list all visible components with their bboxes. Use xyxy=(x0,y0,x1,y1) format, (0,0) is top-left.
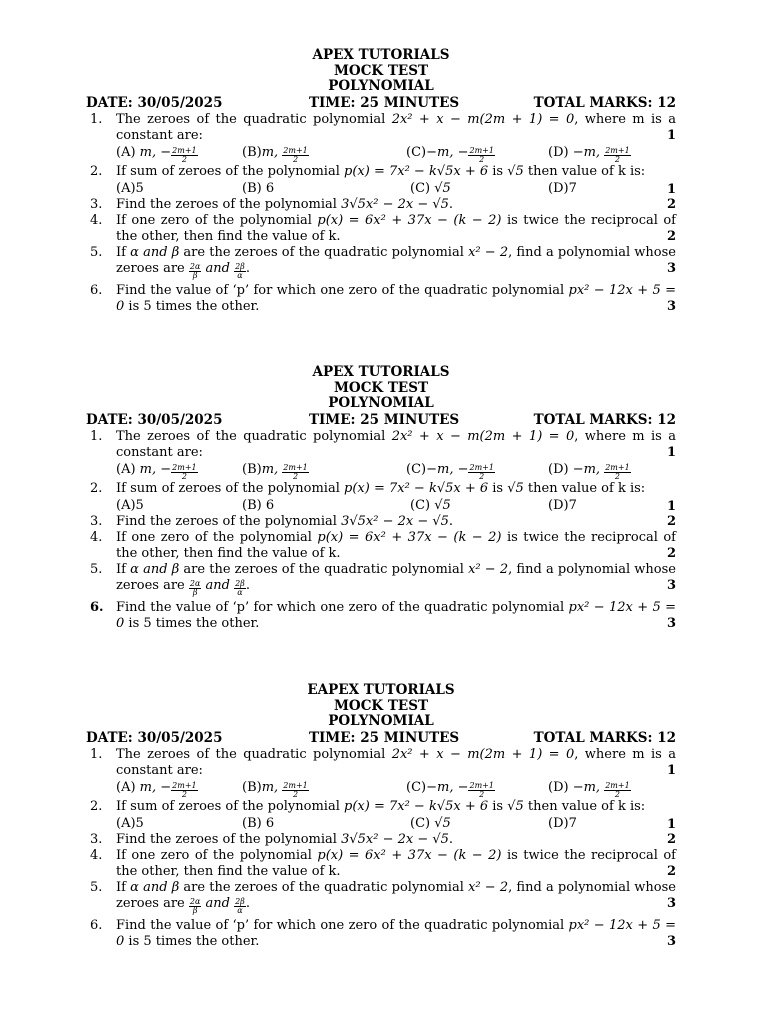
question-marks: 3 xyxy=(666,298,676,314)
test-sheet xyxy=(86,683,676,950)
subject-title: POLYNOMIAL xyxy=(328,78,434,94)
question-marks: 1 xyxy=(666,762,676,778)
question-marks: 2 xyxy=(666,196,676,212)
total-marks: TOTAL MARKS: 12 xyxy=(533,411,676,428)
total-marks: TOTAL MARKS: 12 xyxy=(533,94,676,111)
question-6: 6. Find the value of ‘p’ for which one zero of the quadratic polynomial px² − 12x + 5 = 0 is 5 times the other. 3 xyxy=(90,599,676,631)
test-type: MOCK TEST xyxy=(333,379,428,396)
test-date: DATE: 30/05/2025 xyxy=(86,94,223,111)
question-4: 4. If one zero of the polynomial p(x) = 6x² + 37x − (k − 2) is twice the reciprocal of the other, then find the value of k. 2 xyxy=(90,212,676,244)
option-d: (D) −m, $\frac{2m+1}{2}$ xyxy=(548,779,630,799)
subject-title: POLYNOMIAL xyxy=(328,395,434,411)
question-number: 2. xyxy=(90,480,103,496)
question-number: 6. xyxy=(90,282,103,298)
option-d: (D)7 xyxy=(548,815,577,831)
question-number: 5. xyxy=(90,879,103,895)
question-marks: 3 xyxy=(666,933,676,949)
question-marks: 1 xyxy=(666,498,676,514)
question-marks: 3 xyxy=(666,615,676,631)
question-5: 5. If α and β are the zeroes of the quadratic polynomial x² − 2, find a polynomial whose zeroes are $\frac{2\alpha}{\beta}$ and $\frac{2\beta}{\alpha}$ . 3 xyxy=(90,561,676,597)
institute-title: EAPEX TUTORIALS xyxy=(307,682,455,698)
question-5: 5. If α and β are the zeroes of the quadratic polynomial x² − 2, find a polynomial whose zeroes are $\frac{2\alpha}{\beta}$ and $\frac{2\beta}{\alpha}$ . 3 xyxy=(90,879,676,915)
question-number: 3. xyxy=(90,513,103,529)
test-meta xyxy=(86,730,676,746)
question-1-options xyxy=(116,144,676,164)
option-b: (B)m, $\frac{2m+1}{2}$ xyxy=(242,779,308,799)
test-type: MOCK TEST xyxy=(333,62,428,79)
institute-title: APEX TUTORIALS xyxy=(312,47,450,63)
question-marks: 1 xyxy=(666,181,676,197)
option-d: (D) −m, $\frac{2m+1}{2}$ xyxy=(548,461,630,481)
question-marks: 2 xyxy=(666,545,676,561)
question-number: 1. xyxy=(90,428,103,444)
question-4: 4. If one zero of the polynomial p(x) = 6x² + 37x − (k − 2) is twice the reciprocal of the other, then find the value of k. 2 xyxy=(90,847,676,879)
question-marks: 2 xyxy=(666,863,676,879)
question-6: 6. Find the value of ‘p’ for which one zero of the quadratic polynomial px² − 12x + 5 = 0 is 5 times the other. 3 xyxy=(90,282,676,314)
question-1: 1. The zeroes of the quadratic polynomial 2x² + x − m(2m + 1) = 0, where m is a constant are: 1 xyxy=(90,746,677,778)
question-1-options xyxy=(116,779,676,799)
option-c: (C) √5 xyxy=(410,815,451,831)
question-6: 6. Find the value of ‘p’ for which one zero of the quadratic polynomial px² − 12x + 5 = 0 is 5 times the other. 3 xyxy=(90,917,676,949)
question-number: 2. xyxy=(90,798,103,814)
question-number: 1. xyxy=(90,746,103,762)
question-1-options xyxy=(116,461,676,481)
option-b: (B) 6 xyxy=(242,815,275,831)
option-d: (D)7 xyxy=(548,180,577,196)
question-number: 4. xyxy=(90,847,103,863)
question-marks: 3 xyxy=(666,577,676,593)
test-sheet xyxy=(86,365,676,632)
total-marks: TOTAL MARKS: 12 xyxy=(533,729,676,746)
option-a: (A) m, − $\frac{2m+1}{2}$ xyxy=(116,144,197,164)
test-time: TIME: 25 MINUTES xyxy=(308,729,460,746)
test-meta xyxy=(86,412,676,428)
question-number: 4. xyxy=(90,212,103,228)
test-date: DATE: 30/05/2025 xyxy=(86,729,223,746)
test-meta xyxy=(86,95,676,111)
question-marks: 2 xyxy=(666,228,676,244)
option-d: (D)7 xyxy=(548,497,577,513)
option-c: (C)−m, − $\frac{2m+1}{2}$ xyxy=(406,461,494,481)
option-c: (C)−m, − $\frac{2m+1}{2}$ xyxy=(406,144,494,164)
question-2-options xyxy=(116,497,676,514)
test-date: DATE: 30/05/2025 xyxy=(86,411,223,428)
option-a: (A)5 xyxy=(116,180,144,196)
option-b: (B)m, $\frac{2m+1}{2}$ xyxy=(242,461,308,481)
question-marks: 1 xyxy=(666,816,676,832)
question-number: 6. xyxy=(90,917,103,933)
option-b: (B) 6 xyxy=(242,497,275,513)
option-a: (A)5 xyxy=(116,497,144,513)
question-2: 2. If sum of zeroes of the polynomial p(x) = 7x² − k√5x + 6 is √5 then value of k is: xyxy=(90,798,646,814)
test-sheet xyxy=(86,48,676,315)
option-a: (A) m, − $\frac{2m+1}{2}$ xyxy=(116,779,197,799)
option-c: (C)−m, − $\frac{2m+1}{2}$ xyxy=(406,779,494,799)
question-number: 4. xyxy=(90,529,103,545)
option-d: (D) −m, $\frac{2m+1}{2}$ xyxy=(548,144,630,164)
question-1: 1. The zeroes of the quadratic polynomial 2x² + x − m(2m + 1) = 0, where m is a constant are: 1 xyxy=(90,428,677,460)
institute-title: APEX TUTORIALS xyxy=(312,364,450,380)
test-type: MOCK TEST xyxy=(333,697,428,714)
question-number: 1. xyxy=(90,111,103,127)
question-number: 5. xyxy=(90,561,103,577)
option-a: (A)5 xyxy=(116,815,144,831)
question-2-options xyxy=(116,815,676,832)
question-marks: 2 xyxy=(666,513,676,529)
subject-title: POLYNOMIAL xyxy=(328,713,434,729)
question-number: 5. xyxy=(90,244,103,260)
test-time: TIME: 25 MINUTES xyxy=(308,411,460,428)
question-number: 3. xyxy=(90,831,103,847)
question-marks: 3 xyxy=(666,260,676,276)
option-a: (A) m, − $\frac{2m+1}{2}$ xyxy=(116,461,197,481)
question-2: 2. If sum of zeroes of the polynomial p(x) = 7x² − k√5x + 6 is √5 then value of k is: xyxy=(90,163,646,179)
question-number: 6. xyxy=(90,599,104,615)
question-number: 2. xyxy=(90,163,103,179)
question-marks: 1 xyxy=(666,127,676,143)
question-4: 4. If one zero of the polynomial p(x) = 6x² + 37x − (k − 2) is twice the reciprocal of the other, then find the value of k. 2 xyxy=(90,529,676,561)
question-marks: 2 xyxy=(666,831,676,847)
question-number: 3. xyxy=(90,196,103,212)
option-b: (B) 6 xyxy=(242,180,275,196)
option-b: (B)m, $\frac{2m+1}{2}$ xyxy=(242,144,308,164)
option-c: (C) √5 xyxy=(410,180,451,196)
question-3: 3. 2 Find the zeroes of the polynomial 3√5x² − 2x − √5. xyxy=(90,196,676,212)
test-time: TIME: 25 MINUTES xyxy=(308,94,460,111)
question-3: 3. 2 Find the zeroes of the polynomial 3√5x² − 2x − √5. xyxy=(90,831,676,847)
question-3: 3. 2 Find the zeroes of the polynomial 3√5x² − 2x − √5. xyxy=(90,513,676,529)
question-marks: 3 xyxy=(666,895,676,911)
question-1: 1. The zeroes of the quadratic polynomial 2x² + x − m(2m + 1) = 0, where m is a constant are: 1 xyxy=(90,111,677,143)
question-2: 2. If sum of zeroes of the polynomial p(x) = 7x² − k√5x + 6 is √5 then value of k is: xyxy=(90,480,646,496)
question-marks: 1 xyxy=(666,444,676,460)
question-5: 5. If α and β are the zeroes of the quadratic polynomial x² − 2, find a polynomial whose zeroes are $\frac{2\alpha}{\beta}$ and $\frac{2\beta}{\alpha}$ . 3 xyxy=(90,244,676,280)
question-2-options xyxy=(116,180,676,197)
option-c: (C) √5 xyxy=(410,497,451,513)
